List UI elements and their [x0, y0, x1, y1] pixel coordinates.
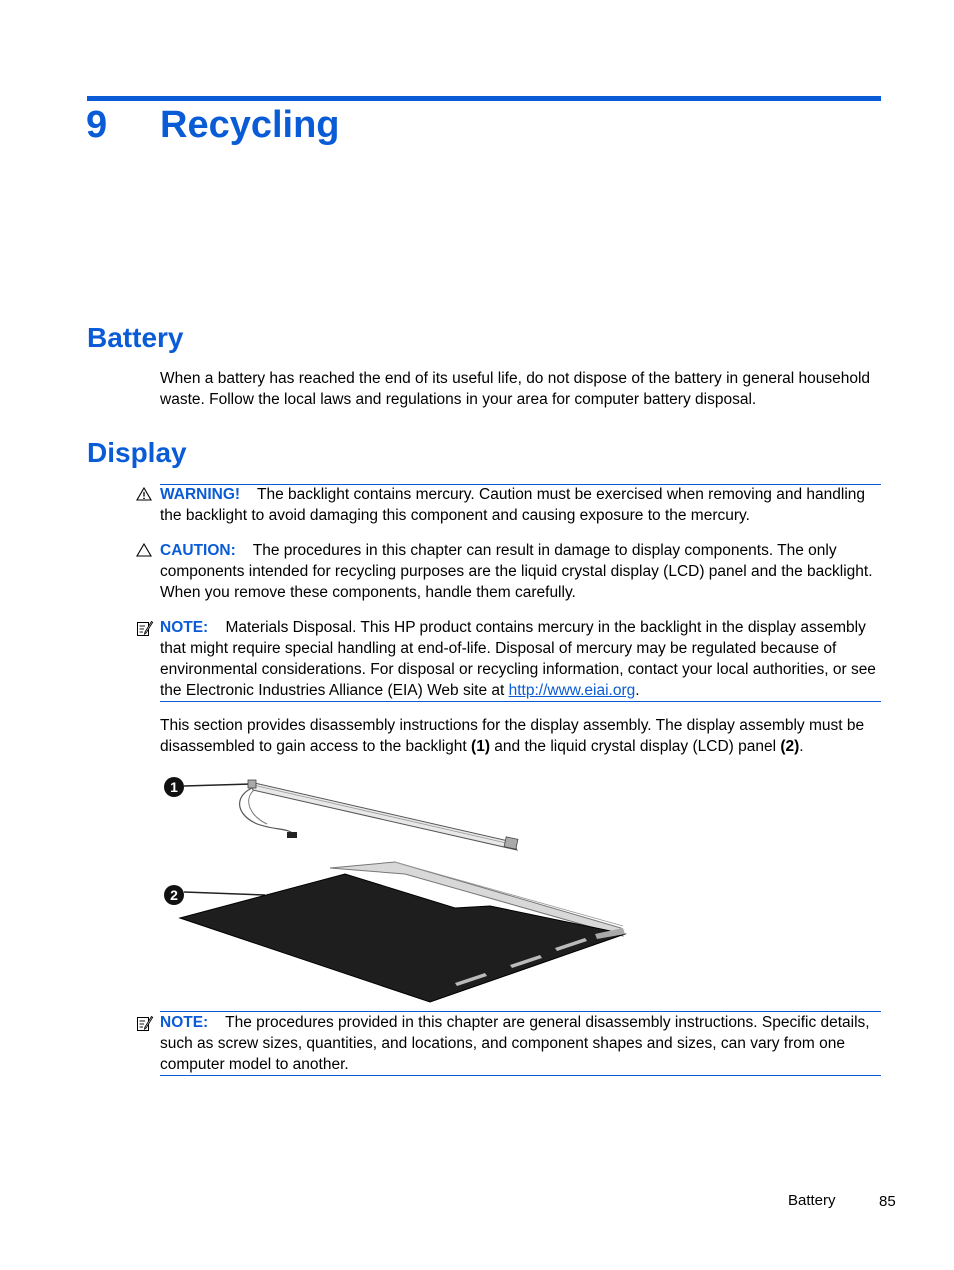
battery-heading: Battery: [87, 322, 184, 353]
display-heading: Display: [87, 437, 187, 468]
footer-section: Battery: [788, 1192, 836, 1209]
note-bottom-rule: [160, 701, 881, 702]
warning-icon: [136, 487, 152, 501]
note-text: The procedures provided in this chapter are general disassembly instructions. Specific details, such as screw sizes, quantities, and locations, and component shapes and sizes, can vary from one computer model to another.: [160, 1014, 870, 1073]
callout-ref-2: (2): [780, 738, 800, 755]
battery-paragraph: When a battery has reached the end of its useful life, do not dispose of the battery in general household waste. Follow the local laws and regulations in your area for computer battery disposal.: [160, 370, 871, 408]
note-label: NOTE:: [160, 1014, 209, 1031]
chapter-rule: [87, 96, 881, 101]
note-label: NOTE:: [160, 619, 209, 636]
warning-label: WARNING!: [160, 486, 241, 503]
intro-text: This section provides disassembly instructions for the display assembly. The display assembly must be disassembled to gain access to the backlight: [160, 717, 865, 755]
caution-icon: [136, 543, 152, 557]
chapter-number: 9: [86, 104, 108, 146]
intro-text-2: and the liquid crystal display (LCD) panel: [490, 738, 781, 755]
caution-label: CAUTION:: [160, 542, 236, 559]
backlight: [240, 780, 518, 850]
intro-text-3: .: [799, 738, 804, 755]
chapter-title: Recycling: [160, 104, 340, 146]
display-intro-paragraph: [160, 715, 882, 757]
note-text: Materials Disposal. This HP product contains mercury in the backlight in the display assembly that might require special handling at end-of-life. Disposal of mercury may be regulated because of environmental considerations. For disposal or recycling information, contact your local authorities, or see the Electronic Industries Alliance (EIA) Web site at: [160, 619, 876, 699]
note-text-end: .: [635, 682, 640, 699]
lcd-panel: [180, 862, 625, 1002]
display-assembly-figure: [155, 768, 635, 1008]
warning-text: The backlight contains mercury. Caution must be exercised when removing and handling the backlight to avoid damaging this component and causing exposure to the mercury.: [160, 486, 866, 524]
note-icon: [136, 620, 154, 638]
eia-link[interactable]: http://www.eiai.org: [508, 682, 636, 699]
note-general-instructions: [160, 1012, 880, 1075]
note2-bottom-rule: [160, 1075, 881, 1076]
callout-1-number: 1: [170, 779, 178, 795]
caution-block: [160, 540, 880, 603]
note-icon: [136, 1015, 154, 1033]
note-materials-disposal: [160, 617, 880, 701]
callout-2-number: 2: [170, 887, 178, 903]
warning-block: [160, 484, 880, 526]
caution-text: The procedures in this chapter can result in damage to display components. The only components intended for recycling purposes are the liquid crystal display (LCD) panel and the backlight. When you remove these components, handle them carefully.: [160, 542, 873, 601]
page-number: 85: [879, 1193, 896, 1210]
callout-ref-1: (1): [471, 738, 490, 755]
